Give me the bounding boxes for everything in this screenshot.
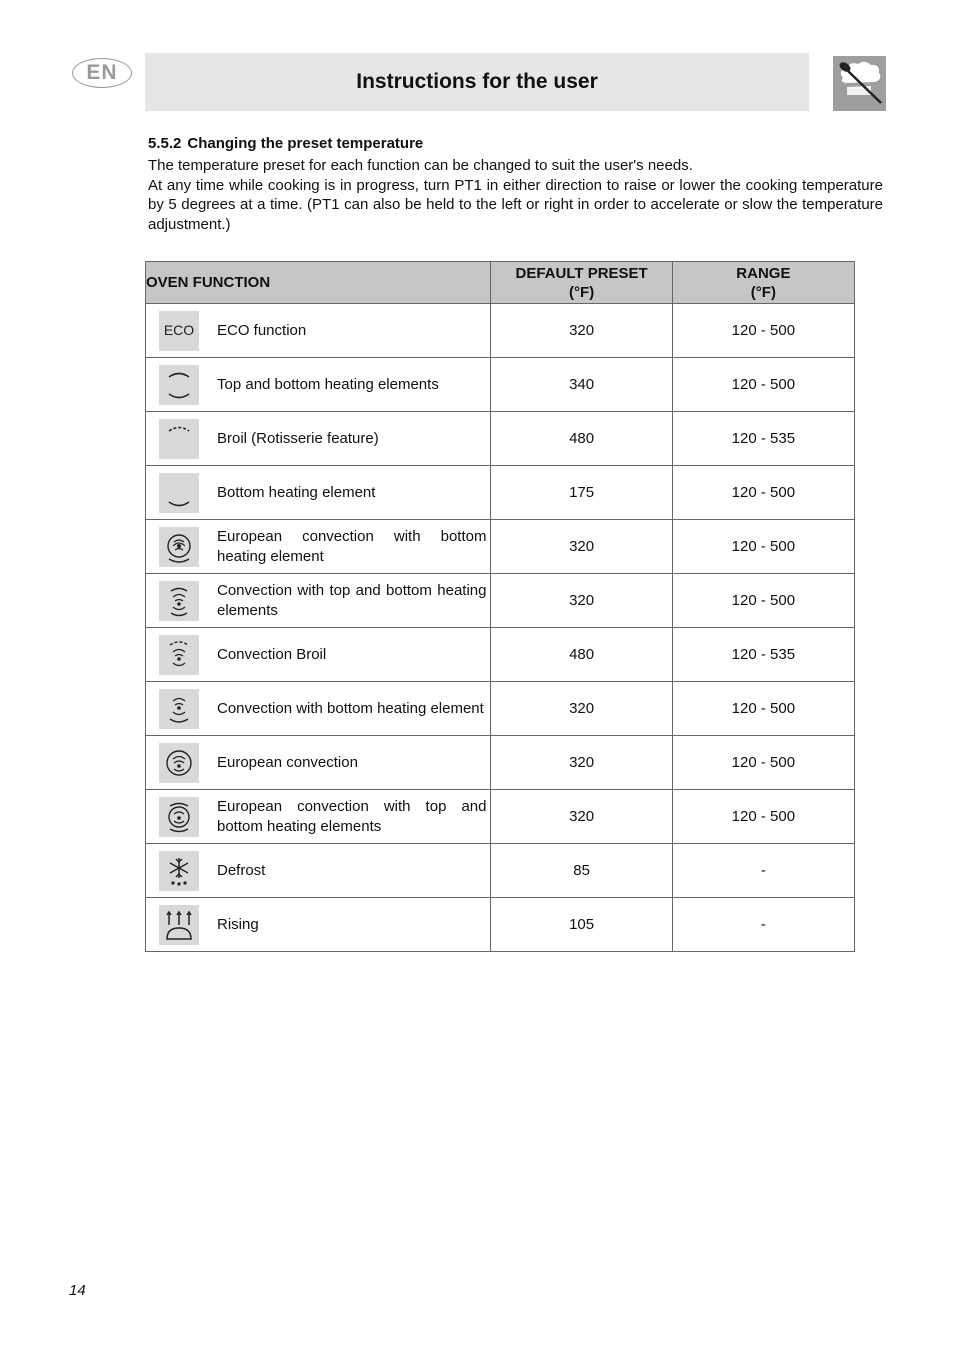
header-bar	[145, 53, 809, 111]
section-heading	[148, 135, 883, 153]
header-range-unit: (°F)	[750, 283, 776, 301]
table-row	[146, 304, 855, 358]
table-row	[146, 574, 855, 628]
default-preset-cell: 105	[491, 898, 672, 952]
table-row	[146, 628, 855, 682]
function-label: Broil (Rotisserie feature)	[217, 429, 379, 447]
convection-bottom-icon	[159, 689, 199, 729]
function-label: Defrost	[217, 861, 266, 879]
function-label: European convection with bottom heating element	[217, 528, 487, 565]
table-row	[146, 466, 855, 520]
page-title: Instructions for the user	[356, 70, 598, 93]
header-default-line1: DEFAULT PRESET	[515, 264, 648, 282]
function-label: Convection with top and bottom heating elements	[217, 582, 487, 619]
function-label: Convection Broil	[217, 645, 327, 663]
instruction-paragraph: At any time while cooking is in progress, turn PT1 in either direction to raise or lower the cooking temperature by 5 degrees at a time. (PT1 can also be held to the left or right in order to accelerate or slow the temperature adjustment.)	[148, 176, 883, 233]
header-range-line1: RANGE	[736, 264, 791, 282]
table-row	[146, 790, 855, 844]
rising-icon	[159, 905, 199, 945]
default-preset-cell: 320	[491, 736, 672, 790]
default-preset-cell: 85	[491, 844, 672, 898]
function-label: Rising	[217, 915, 259, 933]
section-title: Changing the preset temperature	[187, 135, 424, 152]
range-cell: 120 - 500	[672, 304, 854, 358]
convection-broil-icon	[159, 635, 199, 675]
header-range	[672, 262, 854, 304]
default-preset-cell: 175	[491, 466, 672, 520]
table-row	[146, 844, 855, 898]
oven-function-table	[145, 261, 855, 952]
header-default-unit: (°F)	[569, 283, 595, 301]
european-convection-icon	[159, 743, 199, 783]
section-number: 5.5.2	[148, 135, 182, 152]
default-preset-cell: 320	[491, 574, 672, 628]
table-header-row	[146, 262, 855, 304]
table-row	[146, 682, 855, 736]
range-cell: -	[672, 898, 854, 952]
function-label: Top and bottom heating elements	[217, 375, 439, 393]
function-label: Convection with bottom heating element	[217, 699, 484, 717]
top-bottom-heating-icon	[159, 365, 199, 405]
range-cell: 120 - 500	[672, 682, 854, 736]
bottom-heating-icon	[159, 473, 199, 513]
range-cell: -	[672, 844, 854, 898]
eco-icon	[159, 311, 199, 351]
function-label: European convection with top and bottom heating elements	[217, 798, 487, 835]
chef-spoon-logo-icon	[833, 56, 886, 111]
convection-top-bottom-icon	[159, 581, 199, 621]
range-cell: 120 - 535	[672, 412, 854, 466]
range-cell: 120 - 535	[672, 628, 854, 682]
default-preset-cell: 320	[491, 520, 672, 574]
range-cell: 120 - 500	[672, 574, 854, 628]
header-oven-function: OVEN FUNCTION	[146, 262, 491, 304]
table-row	[146, 736, 855, 790]
range-cell: 120 - 500	[672, 466, 854, 520]
default-preset-cell: 340	[491, 358, 672, 412]
range-cell: 120 - 500	[672, 358, 854, 412]
header-default-preset	[491, 262, 672, 304]
range-cell: 120 - 500	[672, 790, 854, 844]
function-label: ECO function	[217, 321, 307, 339]
broil-icon	[159, 419, 199, 459]
european-convection-top-bottom-icon	[159, 797, 199, 837]
language-badge: EN	[72, 58, 132, 88]
range-cell: 120 - 500	[672, 520, 854, 574]
default-preset-cell: 480	[491, 628, 672, 682]
defrost-icon	[159, 851, 199, 891]
default-preset-cell: 480	[491, 412, 672, 466]
table-row	[146, 358, 855, 412]
table-row	[146, 412, 855, 466]
intro-paragraph: The temperature preset for each function can be changed to suit the user's needs.	[148, 157, 693, 174]
range-cell: 120 - 500	[672, 736, 854, 790]
default-preset-cell: 320	[491, 304, 672, 358]
page-number: 14	[69, 1282, 86, 1299]
table-row	[146, 898, 855, 952]
function-label: Bottom heating element	[217, 483, 376, 501]
function-label: European convection	[217, 753, 358, 771]
eco-icon-label: ECO	[163, 321, 195, 338]
european-convection-bottom-icon	[159, 527, 199, 567]
table-row	[146, 520, 855, 574]
default-preset-cell: 320	[491, 790, 672, 844]
default-preset-cell: 320	[491, 682, 672, 736]
